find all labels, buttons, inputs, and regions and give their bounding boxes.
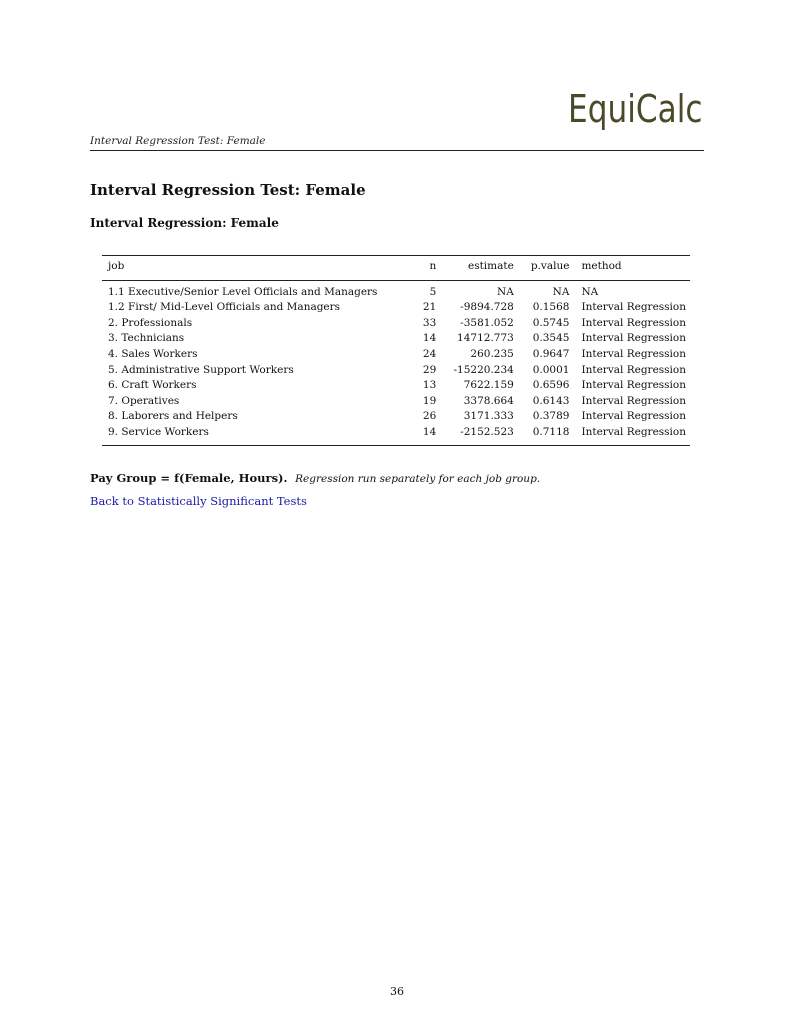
column-header-p-value: p.value: [530, 260, 570, 272]
cell-method: NA: [581, 285, 599, 298]
cell-method: Interval Regression: [581, 316, 686, 329]
cell-job: 5. Administrative Support Workers: [108, 363, 294, 376]
cell-estimate: 14712.773: [457, 332, 514, 345]
cell-p-value: NA: [552, 285, 570, 298]
cell-n: 21: [422, 301, 437, 314]
table-row: [102, 394, 690, 410]
table-row: [102, 300, 690, 316]
column-header-job: job: [108, 260, 125, 272]
cell-method: Interval Regression: [581, 363, 686, 376]
cell-job: 7. Operatives: [108, 394, 180, 407]
cell-method: Interval Regression: [581, 394, 686, 407]
cell-estimate: NA: [497, 285, 514, 298]
column-header-n: n: [429, 260, 437, 272]
cell-method: Interval Regression: [581, 332, 686, 345]
cell-p-value: 0.6143: [532, 394, 570, 407]
table-row: [102, 331, 690, 347]
back-to-significant-tests-link[interactable]: Back to Statistically Significant Tests: [90, 494, 307, 508]
cell-method: Interval Regression: [581, 379, 686, 392]
cell-p-value: 0.1568: [532, 301, 570, 314]
model-note: [90, 471, 540, 485]
running-header: Interval Regression Test: Female: [90, 135, 266, 147]
cell-n: 19: [422, 394, 437, 407]
section-title: Interval Regression Test: Female: [90, 181, 366, 199]
column-header-method: method: [581, 260, 622, 272]
cell-method: Interval Regression: [581, 347, 686, 360]
cell-estimate: 3378.664: [463, 394, 514, 407]
subsection-title: Interval Regression: Female: [90, 216, 279, 230]
cell-estimate: -15220.234: [453, 363, 514, 376]
cell-n: 26: [422, 410, 437, 423]
table-body: [102, 280, 690, 445]
cell-job: 1.1 Executive/Senior Level Officials and Managers: [108, 285, 378, 298]
cell-job: 6. Craft Workers: [108, 379, 197, 392]
cell-method: Interval Regression: [581, 425, 686, 438]
table-row: [102, 347, 690, 363]
cell-n: 33: [422, 316, 437, 329]
cell-estimate: 3171.333: [463, 410, 514, 423]
cell-n: 5: [429, 285, 437, 298]
equicalc-logo: EquiCalc: [568, 87, 703, 131]
cell-n: 29: [422, 363, 437, 376]
cell-p-value: 0.9647: [532, 347, 570, 360]
model-description: Regression run separately for each job group.: [295, 473, 541, 485]
table-header-row: [102, 256, 690, 281]
cell-job: 9. Service Workers: [108, 425, 209, 438]
table-row: [102, 316, 690, 332]
cell-n: 24: [422, 347, 437, 360]
cell-job: 8. Laborers and Helpers: [108, 410, 238, 423]
cell-estimate: -9894.728: [460, 301, 514, 314]
cell-estimate: -2152.523: [460, 425, 514, 438]
cell-p-value: 0.5745: [532, 316, 570, 329]
cell-job: 4. Sales Workers: [108, 347, 198, 360]
cell-n: 14: [422, 332, 437, 345]
cell-job: 3. Technicians: [108, 332, 185, 345]
results-table-container: [102, 255, 690, 446]
table-row: [102, 378, 690, 394]
cell-p-value: 0.3545: [532, 332, 570, 345]
model-formula: Pay Group = f(Female, Hours).: [90, 471, 288, 485]
cell-method: Interval Regression: [581, 410, 686, 423]
cell-estimate: 260.235: [470, 347, 514, 360]
table-row: [102, 409, 690, 425]
cell-p-value: 0.0001: [532, 363, 570, 376]
column-header-estimate: estimate: [467, 260, 514, 272]
cell-job: 1.2 First/ Mid-Level Officials and Managers: [108, 301, 341, 314]
cell-method: Interval Regression: [581, 301, 686, 314]
cell-estimate: 7622.159: [463, 379, 514, 392]
cell-n: 13: [422, 379, 437, 392]
results-table: [102, 255, 690, 446]
page-number: 36: [390, 985, 404, 998]
cell-job: 2. Professionals: [108, 316, 193, 329]
header-rule: [90, 150, 704, 151]
cell-p-value: 0.3789: [532, 410, 570, 423]
table-row: [102, 280, 690, 300]
cell-p-value: 0.6596: [532, 379, 570, 392]
cell-estimate: -3581.052: [460, 316, 514, 329]
table-row: [102, 425, 690, 445]
cell-p-value: 0.7118: [532, 425, 570, 438]
cell-n: 14: [422, 425, 437, 438]
table-row: [102, 363, 690, 379]
